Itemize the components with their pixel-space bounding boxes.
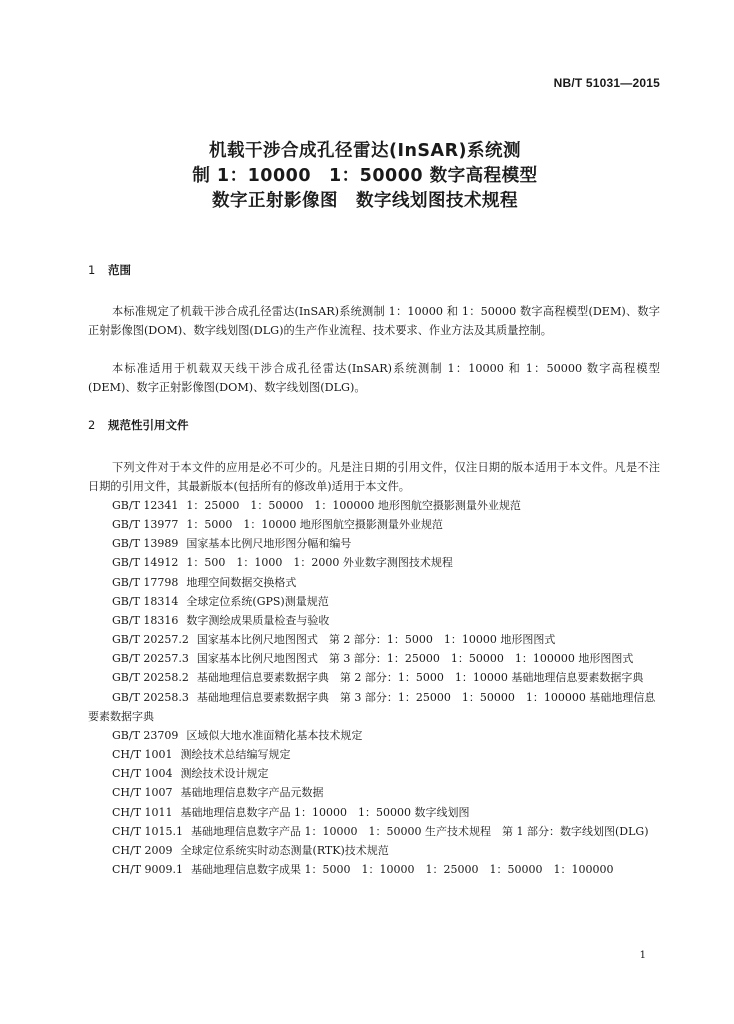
reference-item — [88, 592, 660, 611]
reference-title: 数字测绘成果质量检查与验收 — [186, 613, 330, 627]
reference-title: 基础地理信息数字产品 1：10000 1：50000 生产技术规程 第 1 部分：数字线划图(DLG) — [191, 824, 649, 838]
reference-title: 基础地理信息数字产品 1：10000 1：50000 数字线划图 — [180, 805, 470, 819]
reference-title: 国家基本比例尺地图图式 第 2 部分：1：5000 1：10000 地形图图式 — [196, 633, 556, 647]
reference-item — [88, 553, 660, 572]
reference-code: GB/T 20258.3 — [112, 690, 189, 704]
reference-code: CH/T 1011 — [112, 805, 173, 819]
reference-item — [88, 841, 660, 860]
reference-code: GB/T 13989 — [112, 537, 179, 551]
reference-title: 1：5000 1：10000 地形图航空摄影测量外业规范 — [186, 518, 443, 532]
reference-item — [88, 688, 660, 726]
section-2-title: 规范性引用文件 — [108, 418, 189, 432]
reference-code: GB/T 14912 — [112, 556, 179, 570]
reference-title: 全球定位系统(GPS)测量规范 — [186, 594, 329, 608]
reference-title: 基础地理信息要素数据字典 第 3 部分：1：25000 1：50000 1：100000 基础地理信息要素数据字典 — [88, 690, 656, 723]
reference-item — [88, 611, 660, 630]
reference-code: GB/T 20257.3 — [112, 652, 189, 666]
reference-title: 国家基本比例尺地形图分幅和编号 — [186, 537, 352, 551]
section-2-number: 2 — [88, 418, 96, 432]
reference-item — [88, 822, 660, 841]
standard-code: NB/T 51031—2015 — [553, 76, 660, 90]
reference-item — [88, 649, 660, 668]
reference-code: GB/T 20258.2 — [112, 671, 189, 685]
reference-item — [88, 496, 660, 515]
section-1-heading — [88, 262, 131, 278]
reference-item — [88, 630, 660, 649]
reference-code: CH/T 2009 — [112, 843, 173, 857]
reference-title: 1：25000 1：50000 1：100000 地形图航空摄影测量外业规范 — [186, 499, 521, 512]
reference-item — [88, 534, 660, 553]
reference-item — [88, 783, 660, 802]
scope-paragraph-1: 本标准规定了机载干涉合成孔径雷达(InSAR)系统测制 1：10000 和 1：50000 数字高程模型(DEM)、数字正射影像图(DOM)、数字线划图(DLG)的生产作业流程、技术要求、作业方法及其质量控制。 — [88, 305, 660, 337]
reference-code: GB/T 18314 — [112, 594, 179, 608]
reference-title: 全球定位系统实时动态测量(RTK)技术规范 — [180, 843, 389, 857]
reference-code: GB/T 13977 — [112, 518, 179, 532]
reference-title: 地理空间数据交换格式 — [186, 575, 297, 589]
reference-code: GB/T 12341 — [112, 499, 179, 512]
reference-title: 区域似大地水准面精化基本技术规定 — [186, 728, 363, 742]
scope-paragraph-2: 本标准适用于机载双天线干涉合成孔径雷达(InSAR)系统测制 1：10000 和 1：50000 数字高程模型(DEM)、数字正射影像图(DOM)、数字线划图(DLG)。 — [88, 362, 660, 394]
section-2-heading — [88, 417, 189, 433]
reference-item — [88, 515, 660, 534]
document-title — [150, 139, 580, 214]
reference-item — [88, 726, 660, 745]
title-line-3: 数字正射影像图 数字线划图技术规程 — [212, 191, 518, 211]
reference-code: CH/T 1015.1 — [112, 824, 184, 838]
section-1-title: 范围 — [108, 263, 131, 277]
reference-item — [88, 668, 660, 687]
reference-title: 测绘技术设计规定 — [180, 767, 269, 781]
reference-title: 基础地理信息数字成果 1：5000 1：10000 1：25000 1：50000 1：100000 — [191, 862, 614, 876]
references-intro: 下列文件对于本文件的应用是必不可少的。凡是注日期的引用文件，仅注日期的版本适用于本文件。凡是不注日期的引用文件，其最新版本(包括所有的修改单)适用于本文件。 — [88, 461, 660, 493]
reference-title: 基础地理信息数字产品元数据 — [180, 786, 324, 800]
reference-list — [88, 496, 660, 879]
reference-code: CH/T 9009.1 — [112, 862, 184, 876]
reference-title: 国家基本比例尺地图图式 第 3 部分：1：25000 1：50000 1：100000 地形图图式 — [196, 652, 634, 666]
reference-code: CH/T 1001 — [112, 748, 173, 762]
reference-code: GB/T 23709 — [112, 728, 179, 742]
reference-item — [88, 764, 660, 783]
section-1-number: 1 — [88, 263, 96, 277]
reference-title: 测绘技术总结编写规定 — [180, 748, 291, 762]
reference-item — [88, 745, 660, 764]
title-line-1: 机载干涉合成孔径雷达(InSAR)系统测 — [208, 141, 522, 161]
page-number: 1 — [639, 950, 646, 961]
reference-item — [88, 803, 660, 822]
reference-item — [88, 573, 660, 592]
reference-title: 1：500 1：1000 1：2000 外业数字测图技术规程 — [186, 556, 453, 570]
reference-code: CH/T 1007 — [112, 786, 173, 800]
title-line-2: 制 1：10000 1：50000 数字高程模型 — [192, 166, 538, 186]
reference-code: GB/T 18316 — [112, 613, 179, 627]
reference-code: GB/T 17798 — [112, 575, 179, 589]
reference-title: 基础地理信息要素数据字典 第 2 部分：1：5000 1：10000 基础地理信息要素数据字典 — [196, 671, 644, 685]
reference-code: CH/T 1004 — [112, 767, 173, 781]
reference-item — [88, 860, 660, 879]
reference-code: GB/T 20257.2 — [112, 633, 189, 647]
